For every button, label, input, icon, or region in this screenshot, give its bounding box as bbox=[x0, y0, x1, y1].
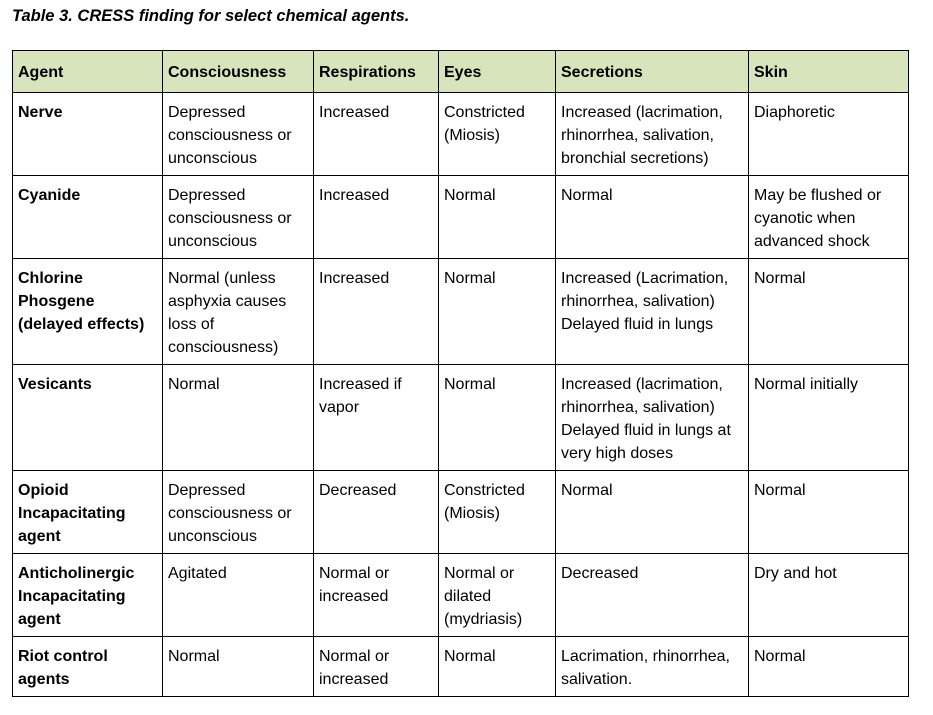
cell-text-line: (Miosis) bbox=[444, 505, 500, 522]
cell-text-line: unconscious bbox=[168, 233, 257, 250]
table-row bbox=[13, 365, 909, 471]
cell-text-line: Incapacitating bbox=[18, 588, 126, 605]
cell-text-line: bronchial secretions) bbox=[561, 150, 709, 167]
cell-text-line: Normal bbox=[561, 482, 613, 499]
cell-text-line: rhinorrhea, salivation) bbox=[561, 399, 715, 416]
cell-text-line: salivation. bbox=[561, 671, 633, 688]
cell-text-line: (delayed effects) bbox=[18, 316, 145, 333]
cell-text-line: Normal bbox=[444, 270, 496, 287]
cell-agent bbox=[13, 259, 163, 365]
cell-text-line: Increased bbox=[319, 104, 390, 121]
cell-text-line: Incapacitating bbox=[18, 505, 126, 522]
table-row bbox=[13, 93, 909, 176]
cell-text-line: increased bbox=[319, 588, 389, 605]
cell-consciousness bbox=[163, 259, 314, 365]
cell-consciousness bbox=[163, 637, 314, 697]
header-consciousness: Consciousness bbox=[163, 51, 314, 93]
table-row bbox=[13, 554, 909, 637]
header-skin: Skin bbox=[749, 51, 909, 93]
cell-respirations bbox=[314, 259, 439, 365]
cell-text-line: Cyanide bbox=[18, 187, 81, 204]
cell-text-line: Constricted bbox=[444, 482, 525, 499]
cell-consciousness bbox=[163, 93, 314, 176]
cell-text-line: asphyxia causes bbox=[168, 293, 287, 310]
cell-text-line: Increased if bbox=[319, 376, 402, 393]
cell-secretions bbox=[556, 259, 749, 365]
cell-text-line: agent bbox=[18, 528, 61, 545]
cell-eyes bbox=[439, 176, 556, 259]
cell-text-line: Delayed fluid in lungs at bbox=[561, 422, 731, 439]
cell-text-line: Constricted bbox=[444, 104, 525, 121]
cell-respirations bbox=[314, 176, 439, 259]
cell-text-line: Agitated bbox=[168, 565, 227, 582]
cell-respirations bbox=[314, 93, 439, 176]
cress-findings-table bbox=[12, 50, 909, 697]
cell-text-line: Normal bbox=[444, 648, 496, 665]
cell-secretions bbox=[556, 471, 749, 554]
cell-agent bbox=[13, 554, 163, 637]
cell-text-line: Normal bbox=[444, 187, 496, 204]
cell-text-line: Normal bbox=[754, 648, 806, 665]
table-row bbox=[13, 259, 909, 365]
cell-eyes bbox=[439, 365, 556, 471]
cell-text-line: Normal initially bbox=[754, 376, 859, 393]
cell-text-line: Anticholinergic bbox=[18, 565, 135, 582]
cell-consciousness bbox=[163, 471, 314, 554]
cell-text-line: agent bbox=[18, 611, 61, 628]
table-row bbox=[13, 176, 909, 259]
cell-text-line: Phosgene bbox=[18, 293, 95, 310]
cell-agent bbox=[13, 365, 163, 471]
cell-eyes bbox=[439, 554, 556, 637]
cell-text-line: Increased bbox=[319, 187, 390, 204]
cell-text-line: rhinorrhea, salivation) bbox=[561, 293, 715, 310]
cell-text-line: consciousness or bbox=[168, 210, 292, 227]
header-respirations: Respirations bbox=[314, 51, 439, 93]
cell-text-line: Normal bbox=[754, 270, 806, 287]
table-body bbox=[13, 93, 909, 697]
cell-text-line: rhinorrhea, salivation, bbox=[561, 127, 714, 144]
cell-text-line: Normal or bbox=[319, 565, 390, 582]
cell-text-line: Depressed bbox=[168, 104, 246, 121]
table-row bbox=[13, 471, 909, 554]
cell-text-line: vapor bbox=[319, 399, 360, 416]
cell-text-line: Chlorine bbox=[18, 270, 83, 287]
cell-text-line: cyanotic when bbox=[754, 210, 856, 227]
cell-skin bbox=[749, 365, 909, 471]
cell-eyes bbox=[439, 471, 556, 554]
cell-text-line: Normal bbox=[168, 648, 220, 665]
cell-secretions bbox=[556, 637, 749, 697]
cell-eyes bbox=[439, 93, 556, 176]
cell-skin bbox=[749, 637, 909, 697]
cell-secretions bbox=[556, 365, 749, 471]
cell-text-line: Normal bbox=[444, 376, 496, 393]
cell-respirations bbox=[314, 637, 439, 697]
cell-text-line: Lacrimation, rhinorrhea, bbox=[561, 648, 730, 665]
cell-text-line: increased bbox=[319, 671, 389, 688]
cell-text-line: Nerve bbox=[18, 104, 63, 121]
cell-text-line: unconscious bbox=[168, 528, 257, 545]
cell-consciousness bbox=[163, 365, 314, 471]
cell-text-line: loss of bbox=[168, 316, 215, 333]
cell-text-line: Depressed bbox=[168, 187, 246, 204]
cell-text-line: (Miosis) bbox=[444, 127, 500, 144]
cell-text-line: consciousness) bbox=[168, 339, 279, 356]
cell-secretions bbox=[556, 176, 749, 259]
cell-agent bbox=[13, 637, 163, 697]
cell-skin bbox=[749, 93, 909, 176]
header-eyes: Eyes bbox=[439, 51, 556, 93]
cell-respirations bbox=[314, 554, 439, 637]
cell-text-line: May be flushed or bbox=[754, 187, 882, 204]
cell-respirations bbox=[314, 471, 439, 554]
cell-text-line: Opioid bbox=[18, 482, 69, 499]
header-agent: Agent bbox=[13, 51, 163, 93]
cell-text-line: Normal or bbox=[444, 565, 515, 582]
cell-text-line: Decreased bbox=[319, 482, 397, 499]
cell-text-line: very high doses bbox=[561, 445, 674, 462]
cell-text-line: Increased (Lacrimation, bbox=[561, 270, 729, 287]
cell-skin bbox=[749, 471, 909, 554]
table-header-row bbox=[13, 51, 909, 93]
cell-text-line: unconscious bbox=[168, 150, 257, 167]
cell-agent bbox=[13, 471, 163, 554]
cell-secretions bbox=[556, 554, 749, 637]
cell-text-line: consciousness or bbox=[168, 505, 292, 522]
cell-text-line: Vesicants bbox=[18, 376, 92, 393]
cell-text-line: consciousness or bbox=[168, 127, 292, 144]
cell-text-line: agents bbox=[18, 671, 70, 688]
cell-text-line: Increased (lacrimation, bbox=[561, 104, 723, 121]
cell-text-line: Normal bbox=[561, 187, 613, 204]
cell-text-line: Increased bbox=[319, 270, 390, 287]
table-caption: Table 3. CRESS finding for select chemical agents. bbox=[12, 7, 410, 25]
cell-text-line: Diaphoretic bbox=[754, 104, 835, 121]
cell-consciousness bbox=[163, 554, 314, 637]
cell-text-line: Increased (lacrimation, bbox=[561, 376, 723, 393]
cell-agent bbox=[13, 93, 163, 176]
cell-text-line: Normal bbox=[754, 482, 806, 499]
cell-text-line: dilated bbox=[444, 588, 492, 605]
cell-secretions bbox=[556, 93, 749, 176]
cell-text-line: Riot control bbox=[18, 648, 108, 665]
cell-skin bbox=[749, 176, 909, 259]
cell-text-line: Delayed fluid in lungs bbox=[561, 316, 714, 333]
cell-consciousness bbox=[163, 176, 314, 259]
cell-text-line: Normal bbox=[168, 376, 220, 393]
table-row bbox=[13, 637, 909, 697]
cell-text-line: Decreased bbox=[561, 565, 639, 582]
cell-text-line: (mydriasis) bbox=[444, 611, 523, 628]
cell-skin bbox=[749, 259, 909, 365]
cell-text-line: Normal (unless bbox=[168, 270, 276, 287]
cell-agent bbox=[13, 176, 163, 259]
cell-eyes bbox=[439, 637, 556, 697]
header-secretions: Secretions bbox=[556, 51, 749, 93]
cell-text-line: advanced shock bbox=[754, 233, 870, 250]
cell-text-line: Normal or bbox=[319, 648, 390, 665]
cell-text-line: Dry and hot bbox=[754, 565, 837, 582]
cell-eyes bbox=[439, 259, 556, 365]
cell-text-line: Depressed bbox=[168, 482, 246, 499]
cell-respirations bbox=[314, 365, 439, 471]
cell-skin bbox=[749, 554, 909, 637]
